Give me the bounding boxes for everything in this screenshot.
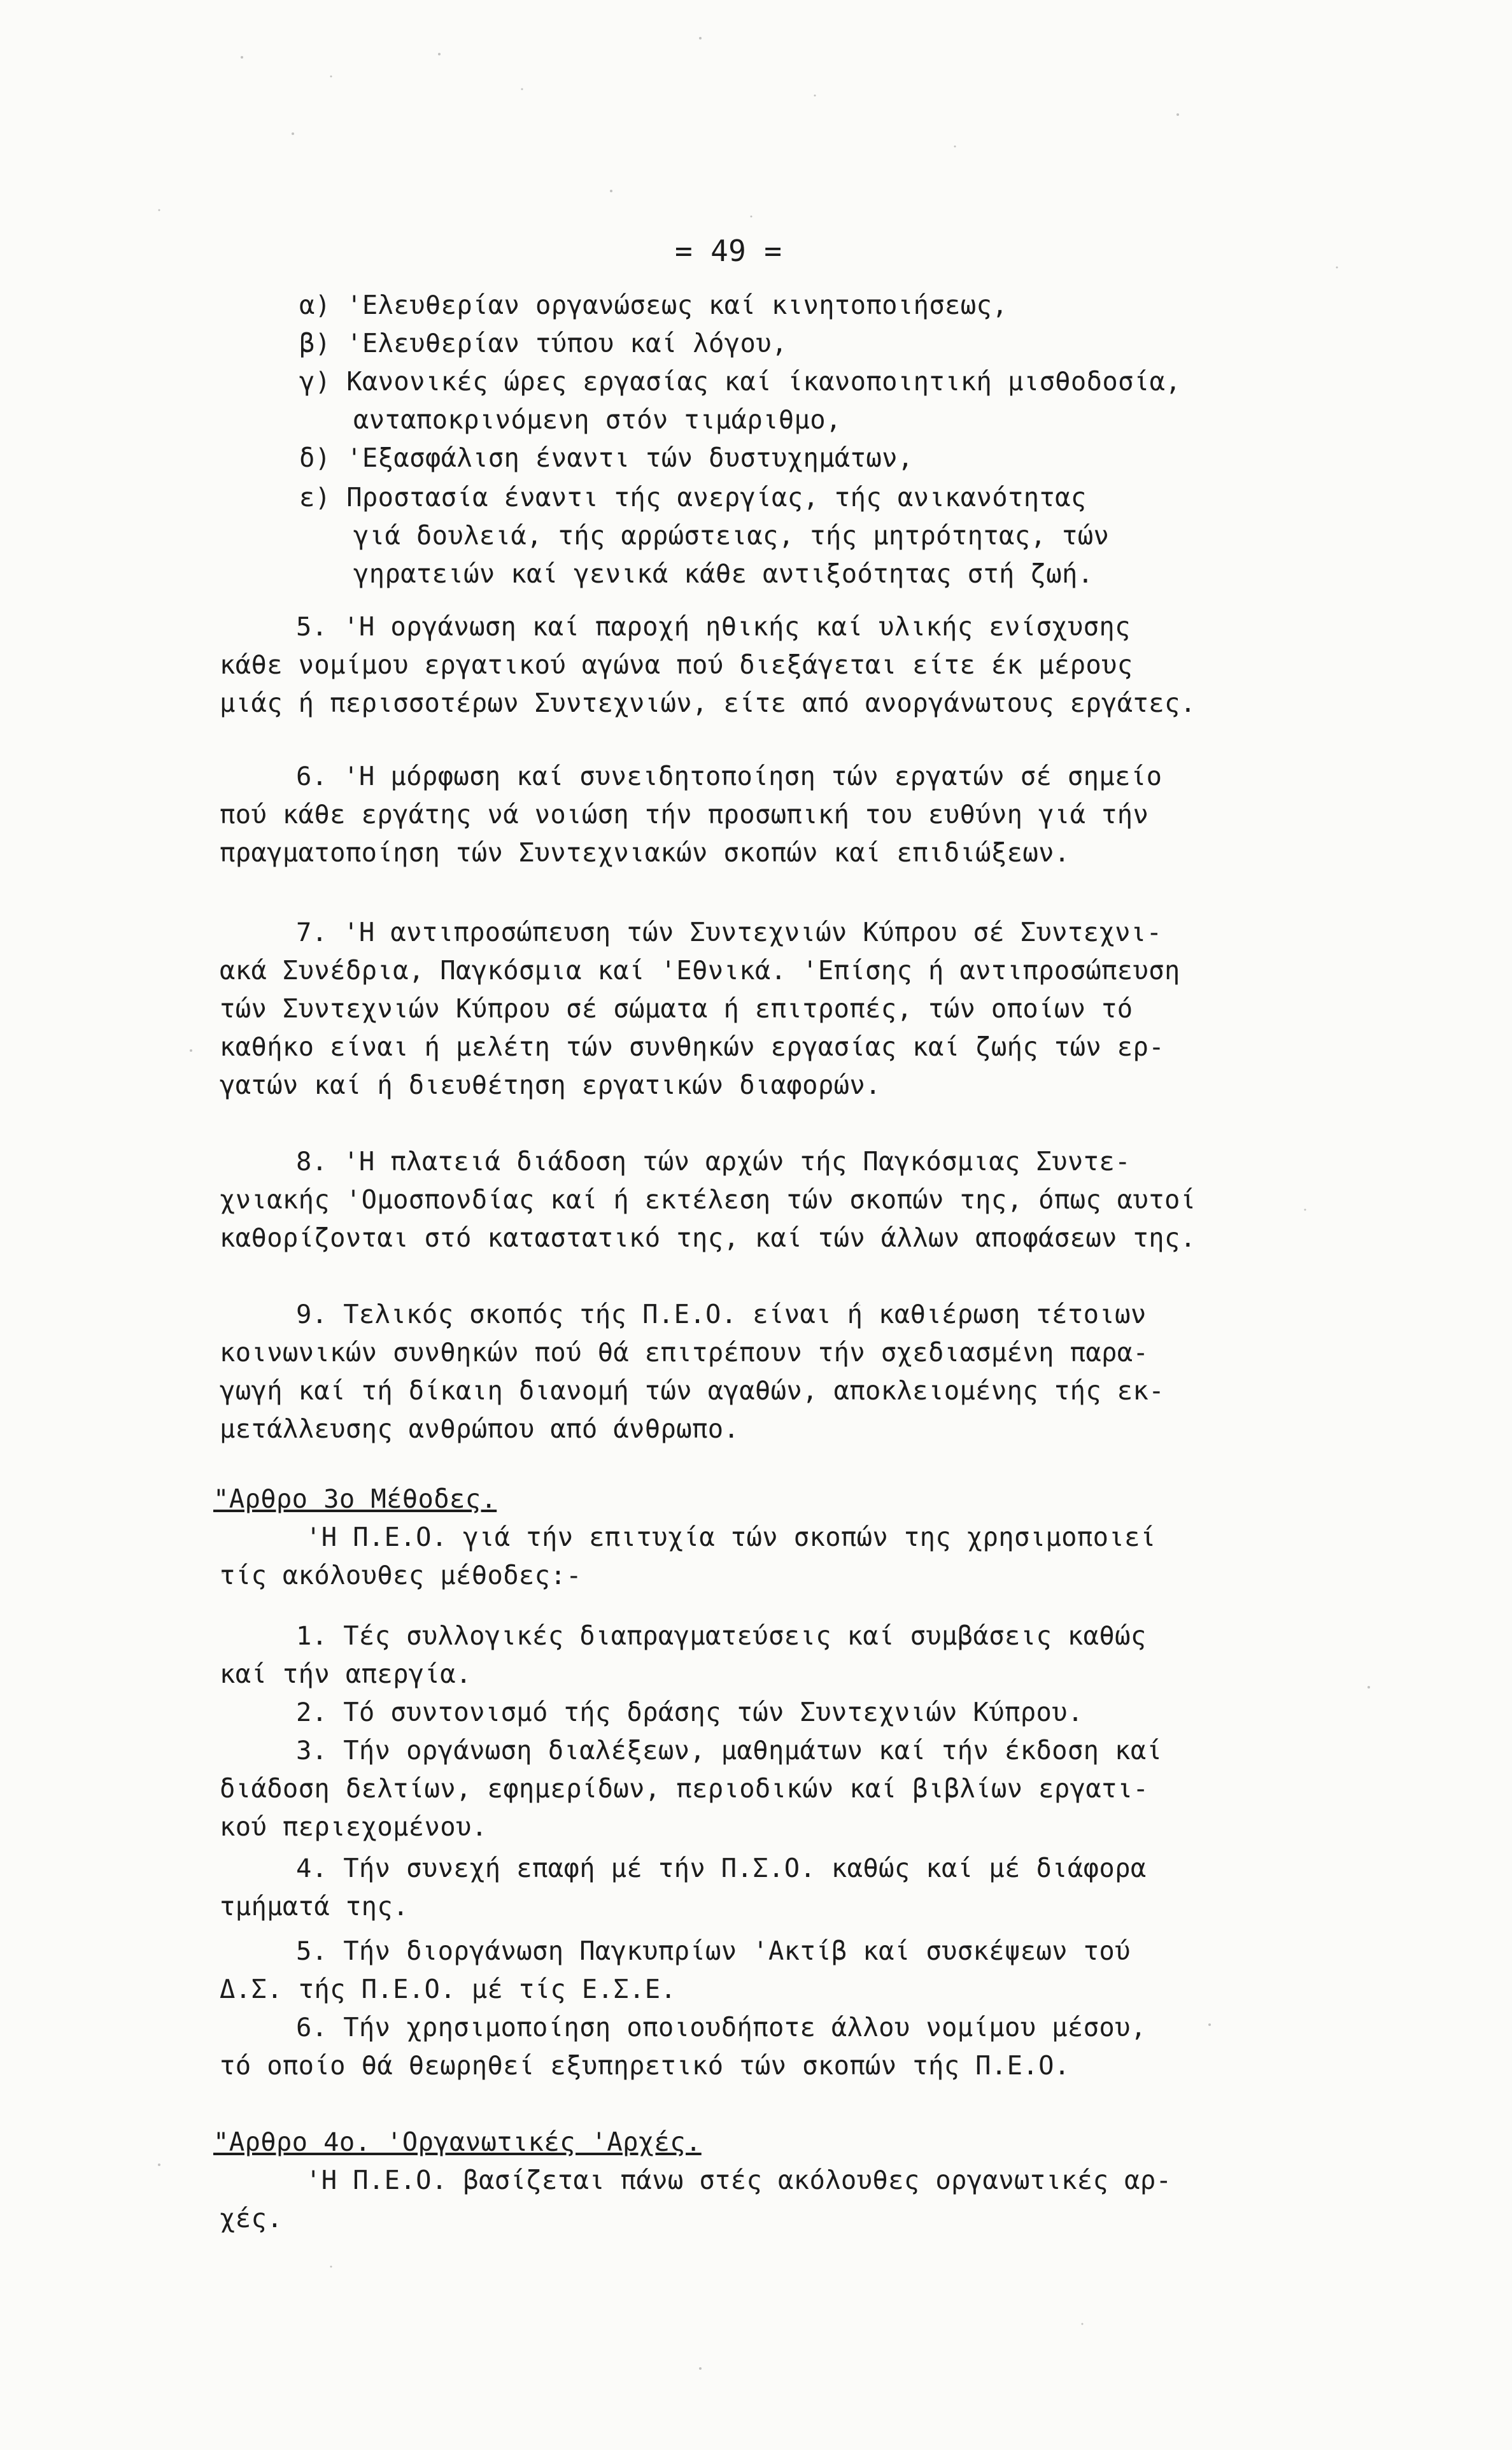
text-line: 4. Τήν συνεχή επαφή μέ τήν Π.Σ.Ο. καθώς καί μέ διάφορα — [296, 1853, 1147, 1883]
text-line: κού περιεχομένου. — [220, 1811, 488, 1842]
text-line: κοινωνικών συνθηκών πού θά επιτρέπουν τήν σχεδιασμένη παρα- — [220, 1337, 1149, 1368]
text-line: γατών καί ή διευθέτηση εργατικών διαφορών. — [220, 1070, 881, 1100]
text-line: 6. 'Η μόρφωση καί συνειδητοποίηση τών εργατών σέ σημείο — [296, 761, 1162, 791]
text-line: 5. 'Η οργάνωση καί παροχή ηθικής καί υλικής ενίσχυσης — [296, 611, 1131, 642]
text-line: διάδοση δελτίων, εφημερίδων, περιοδικών καί βιβλίων εργατι- — [220, 1773, 1149, 1804]
text-line: τό οποίο θά θεωρηθεί εξυπηρετικό τών σκοπών τής Π.Ε.Ο. — [220, 2050, 1070, 2081]
text-line: ανταποκρινόμενη στόν τιμάριθμο, — [353, 404, 842, 435]
text-line: ε) Προστασία έναντι τής ανεργίας, τής ανικανότητας — [299, 482, 1087, 513]
text-line: 1. Τές συλλογικές διαπραγματεύσεις καί συμβάσεις καθώς — [296, 1620, 1147, 1651]
text-line: μιάς ή περισσοτέρων Συντεχνιών, είτε από ανοργάνωτους εργάτες. — [220, 688, 1196, 718]
text-line: καθήκο είναι ή μελέτη τών συνθηκών εργασίας καί ζωής τών ερ- — [220, 1031, 1164, 1062]
text-line: ακά Συνέδρια, Παγκόσμια καί 'Εθνικά. 'Επίσης ή αντιπροσώπευση — [220, 955, 1180, 986]
text-line: μετάλλευσης ανθρώπου από άνθρωπο. — [220, 1413, 740, 1444]
text-line: 2. Τό συντονισμό τής δράσης τών Συντεχνιών Κύπρου. — [296, 1697, 1084, 1727]
text-line: δ) 'Εξασφάλιση έναντι τών δυστυχημάτων, — [299, 443, 914, 473]
text-line: 'Η Π.Ε.Ο. γιά τήν επιτυχία τών σκοπών της χρησιμοποιεί — [306, 1522, 1156, 1552]
text-line: 7. 'Η αντιπροσώπευση τών Συντεχνιών Κύπρου σέ Συντεχνι- — [296, 917, 1162, 947]
text-line: Δ.Σ. τής Π.Ε.Ο. μέ τίς Ε.Σ.Ε. — [220, 1974, 677, 2004]
section-heading: "Αρθρο 4ο. 'Οργανωτικές 'Αρχές. — [213, 2127, 702, 2157]
text-line: β) 'Ελευθερίαν τύπου καί λόγου, — [299, 328, 788, 358]
text-line: 'Η Π.Ε.Ο. βασίζεται πάνω στές ακόλουθες οργανωτικές αρ- — [306, 2165, 1172, 2195]
text-line: 6. Τήν χρησιμοποίηση οποιουδήποτε άλλου νομίμου μέσου, — [296, 2012, 1147, 2043]
page-number: = 49 = — [675, 234, 782, 268]
text-line: τίς ακόλουθες μέθοδες:- — [220, 1560, 582, 1590]
text-line: 9. Τελικός σκοπός τής Π.Ε.Ο. είναι ή καθιέρωση τέτοιων — [296, 1299, 1147, 1329]
text-line: κάθε νομίμου εργατικού αγώνα πού διεξάγεται είτε έκ μέρους — [220, 649, 1133, 680]
text-line: τμήματά της. — [220, 1891, 409, 1922]
text-line: καί τήν απεργία. — [220, 1659, 472, 1689]
text-line: τών Συντεχνιών Κύπρου σέ σώματα ή επιτροπές, τών οποίων τό — [220, 993, 1133, 1024]
text-line: γιά δουλειά, τής αρρώστειας, τής μητρότητας, τών — [353, 520, 1110, 551]
text-line: χνιακής 'Ομοσπονδίας καί ή εκτέλεση τών σκοπών της, όπως αυτοί — [220, 1184, 1196, 1215]
text-line: χές. — [220, 2203, 283, 2234]
text-line: πραγματοποίηση τών Συντεχνιακών σκοπών καί επιδιώξεων. — [220, 837, 1070, 868]
text-line: γωγή καί τή δίκαιη διανομή τών αγαθών, αποκλειομένης τής εκ- — [220, 1375, 1164, 1406]
text-line: 8. 'Η πλατειά διάδοση τών αρχών τής Παγκόσμιας Συντε- — [296, 1146, 1131, 1177]
text-line: γ) Κανονικές ώρες εργασίας καί ίκανοποιητική μισθοδοσία, — [299, 366, 1182, 397]
section-heading: "Αρθρο 3ο Μέθοδες. — [213, 1483, 497, 1514]
text-line: 5. Τήν διοργάνωση Παγκυπρίων 'Ακτίβ καί συσκέψεων τού — [296, 1936, 1131, 1966]
text-line: καθορίζονται στό καταστατικό της, καί τών άλλων αποφάσεων της. — [220, 1222, 1196, 1253]
text-line: γηρατειών καί γενικά κάθε αντιξοότητας στή ζωή. — [353, 558, 1094, 589]
text-line: πού κάθε εργάτης νά νοιώση τήν προσωπική του ευθύνη γιά τήν — [220, 799, 1149, 830]
text-line: 3. Τήν οργάνωση διαλέξεων, μαθημάτων καί τήν έκδοση καί — [296, 1735, 1162, 1766]
text-line: α) 'Ελευθερίαν οργανώσεως καί κινητοποιήσεως, — [299, 290, 1008, 320]
